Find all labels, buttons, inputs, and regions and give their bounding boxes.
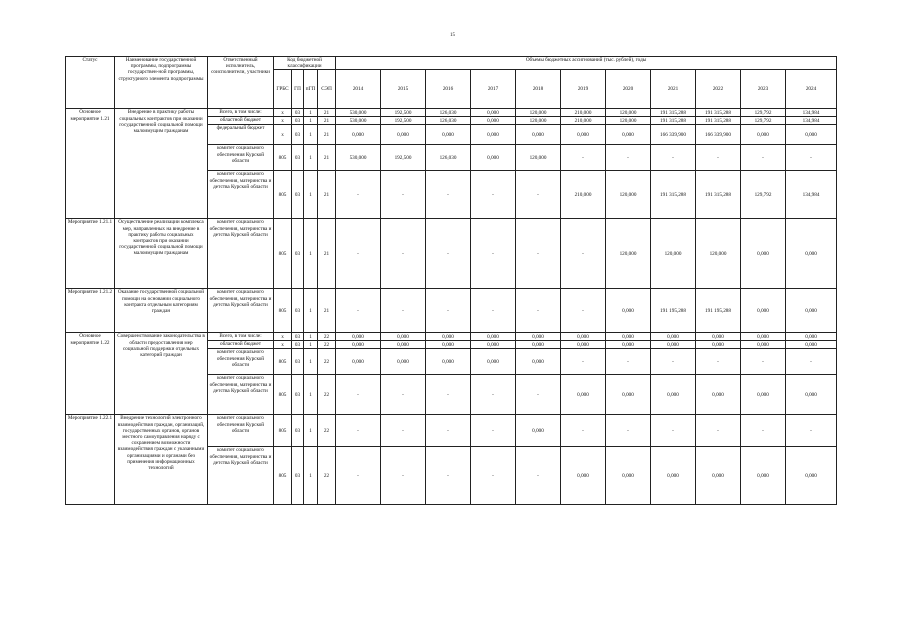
value-cell: 134,984 [786, 117, 837, 125]
value-cell: 191 315,288 [651, 171, 696, 219]
table-row [66, 333, 837, 341]
value-cell: 0,000 [426, 341, 471, 349]
value-cell: - [516, 375, 561, 415]
value-cell: 0,000 [786, 289, 837, 333]
value-cell: - [381, 219, 426, 289]
code-cell-grbs: 805 [274, 375, 292, 415]
executor-cell: областной бюджет [208, 117, 274, 125]
value-cell: - [561, 415, 606, 447]
value-cell: - [381, 171, 426, 219]
code-cell-gp: 03 [292, 375, 304, 415]
value-cell: 120,000 [606, 117, 651, 125]
value-cell: 192,500 [381, 145, 426, 171]
value-cell: - [471, 171, 516, 219]
value-cell: 0,000 [696, 333, 741, 341]
value-cell: - [561, 349, 606, 375]
value-cell: 0,000 [651, 375, 696, 415]
value-cell: - [696, 349, 741, 375]
value-cell: - [471, 447, 516, 505]
value-cell: - [471, 415, 516, 447]
value-cell: 0,000 [471, 341, 516, 349]
value-cell: 129,792 [741, 109, 786, 117]
value-cell: 0,000 [381, 333, 426, 341]
value-cell: 0,000 [651, 341, 696, 349]
executor-cell: комитет социального обеспечения Курской области [208, 349, 274, 375]
header-code: пГП [304, 70, 318, 109]
value-cell: 530,000 [336, 117, 381, 125]
value-cell: - [606, 349, 651, 375]
value-cell: - [336, 289, 381, 333]
value-cell: 126,030 [426, 109, 471, 117]
code-cell-grbs: х [274, 341, 292, 349]
code-cell-gp: 03 [292, 125, 304, 145]
value-cell: - [516, 289, 561, 333]
executor-cell: федеральный бюджет [208, 125, 274, 145]
code-cell-pgp: 1 [304, 219, 318, 289]
value-cell: 0,000 [741, 289, 786, 333]
value-cell: 0,000 [426, 349, 471, 375]
value-cell: - [651, 415, 696, 447]
status-cell: Мероприятие 1.21.2 [66, 289, 115, 333]
code-cell-sep: 21 [318, 145, 336, 171]
value-cell: - [381, 375, 426, 415]
code-cell-pgp: 1 [304, 125, 318, 145]
value-cell: 0,000 [606, 375, 651, 415]
value-cell: 0,000 [786, 375, 837, 415]
header-year: 2020 [606, 70, 651, 109]
value-cell: 0,000 [471, 109, 516, 117]
code-cell-gp: 03 [292, 171, 304, 219]
value-cell: 0,000 [786, 333, 837, 341]
code-cell-sep: 21 [318, 125, 336, 145]
header-year: 2023 [741, 70, 786, 109]
status-cell: Мероприятие 1.21.1 [66, 219, 115, 289]
value-cell: - [561, 145, 606, 171]
value-cell: 0,000 [606, 341, 651, 349]
value-cell: 0,000 [561, 333, 606, 341]
value-cell: 134,984 [786, 109, 837, 117]
code-cell-gp: 03 [292, 219, 304, 289]
value-cell: 126,030 [426, 145, 471, 171]
value-cell: 0,000 [516, 341, 561, 349]
value-cell: 0,000 [516, 333, 561, 341]
executor-cell: комитет социального обеспечения, материнства и детства Курской области [208, 219, 274, 289]
header-status: Статус [66, 57, 115, 109]
value-cell: 530,000 [336, 109, 381, 117]
value-cell: 120,000 [516, 117, 561, 125]
code-cell-gp: 03 [292, 341, 304, 349]
code-cell-pgp: 1 [304, 289, 318, 333]
code-cell-sep: 22 [318, 333, 336, 341]
value-cell: - [786, 349, 837, 375]
code-cell-sep: 21 [318, 289, 336, 333]
code-cell-pgp: 1 [304, 341, 318, 349]
budget-table [65, 56, 837, 505]
value-cell: - [471, 289, 516, 333]
code-cell-gp: 03 [292, 289, 304, 333]
value-cell: 191 315,288 [651, 109, 696, 117]
executor-cell: комитет социального обеспечения, материнства и детства Курской области [208, 447, 274, 505]
code-cell-pgp: 1 [304, 447, 318, 505]
value-cell: 120,000 [516, 145, 561, 171]
value-cell: 0,000 [336, 341, 381, 349]
code-cell-grbs: 805 [274, 219, 292, 289]
value-cell: 0,000 [516, 125, 561, 145]
value-cell: 0,000 [336, 349, 381, 375]
code-cell-pgp: 1 [304, 171, 318, 219]
executor-cell: комитет социального обеспечения Курской области [208, 145, 274, 171]
value-cell: 0,000 [516, 349, 561, 375]
value-cell: 0,000 [786, 447, 837, 505]
code-cell-grbs: х [274, 117, 292, 125]
status-cell: Основное мероприятие 1.21 [66, 109, 115, 219]
code-cell-pgp: 1 [304, 333, 318, 341]
header-year: 2016 [426, 70, 471, 109]
code-cell-gp: 03 [292, 109, 304, 117]
value-cell: 0,000 [471, 125, 516, 145]
code-cell-gp: 03 [292, 333, 304, 341]
value-cell: 191 315,288 [696, 171, 741, 219]
value-cell: 191 195,288 [651, 289, 696, 333]
value-cell: 192,500 [381, 109, 426, 117]
value-cell: 0,000 [471, 117, 516, 125]
value-cell: - [426, 219, 471, 289]
value-cell: 120,000 [606, 171, 651, 219]
program-name-cell: Совершенствование законодательства в области предоставления мер социальной поддержки отдельных категорий граждан [115, 333, 208, 415]
executor-cell: комитет социального обеспечения, материнства и детства Курской области [208, 375, 274, 415]
value-cell: - [651, 145, 696, 171]
executor-cell: областной бюджет [208, 341, 274, 349]
table-row [66, 109, 837, 117]
value-cell: 210,000 [561, 171, 606, 219]
value-cell: - [786, 145, 837, 171]
executor-cell: комитет социального обеспечения, материнства и детства Курской области [208, 171, 274, 219]
value-cell: 0,000 [696, 375, 741, 415]
header-year: 2019 [561, 70, 606, 109]
code-cell-grbs: 805 [274, 415, 292, 447]
code-cell-gp: 03 [292, 415, 304, 447]
code-cell-pgp: 1 [304, 375, 318, 415]
header-year: 2024 [786, 70, 837, 109]
value-cell: 0,000 [336, 333, 381, 341]
code-cell-grbs: 805 [274, 171, 292, 219]
value-cell: - [336, 171, 381, 219]
value-cell: 0,000 [426, 125, 471, 145]
value-cell: 0,000 [381, 341, 426, 349]
value-cell: 0,000 [561, 375, 606, 415]
value-cell: 0,000 [741, 341, 786, 349]
table-row [66, 415, 837, 447]
value-cell: 0,000 [786, 125, 837, 145]
value-cell: 0,000 [741, 447, 786, 505]
value-cell: 0,000 [651, 333, 696, 341]
value-cell: 0,000 [471, 349, 516, 375]
value-cell: 0,000 [696, 341, 741, 349]
value-cell: 191 195,288 [696, 289, 741, 333]
value-cell: 0,000 [741, 125, 786, 145]
value-cell: 191 315,288 [696, 117, 741, 125]
code-cell-grbs: 805 [274, 289, 292, 333]
value-cell: 191 315,288 [696, 109, 741, 117]
value-cell: 120,000 [516, 109, 561, 117]
value-cell: 166 339,900 [651, 125, 696, 145]
value-cell: 129,792 [741, 117, 786, 125]
header-year: 2015 [381, 70, 426, 109]
value-cell: 0,000 [336, 125, 381, 145]
value-cell: - [336, 415, 381, 447]
value-cell: - [696, 415, 741, 447]
header-year: 2018 [516, 70, 561, 109]
value-cell: 191 315,288 [651, 117, 696, 125]
code-cell-grbs: 805 [274, 447, 292, 505]
program-name-cell: Внедрение в практику работы социальных контрактов при оказании государственной социальной помощи малоимущим гражданам [115, 109, 208, 219]
code-cell-gp: 03 [292, 117, 304, 125]
value-cell: - [786, 415, 837, 447]
value-cell: 0,000 [786, 341, 837, 349]
value-cell: 0,000 [471, 145, 516, 171]
value-cell: - [426, 289, 471, 333]
code-cell-gp: 03 [292, 145, 304, 171]
value-cell: - [741, 415, 786, 447]
value-cell: - [426, 447, 471, 505]
value-cell: 0,000 [786, 219, 837, 289]
executor-cell: Всего, в том числе: [208, 333, 274, 341]
value-cell: - [516, 447, 561, 505]
header-volumes: Объемы бюджетных ассигнований (тыс. рублей), годы [336, 57, 837, 70]
status-cell: Мероприятие 1.22.1 [66, 415, 115, 505]
value-cell: 0,000 [606, 125, 651, 145]
value-cell: 120,000 [696, 219, 741, 289]
value-cell: - [561, 289, 606, 333]
value-cell: - [426, 415, 471, 447]
header-code: ГРБС [274, 70, 292, 109]
code-cell-sep: 22 [318, 415, 336, 447]
value-cell: - [336, 375, 381, 415]
code-cell-pgp: 1 [304, 109, 318, 117]
value-cell: - [471, 219, 516, 289]
code-cell-sep: 22 [318, 375, 336, 415]
value-cell: 0,000 [606, 447, 651, 505]
code-cell-gp: 03 [292, 447, 304, 505]
value-cell: 0,000 [696, 447, 741, 505]
code-cell-sep: 22 [318, 341, 336, 349]
value-cell: 0,000 [561, 125, 606, 145]
value-cell: - [741, 349, 786, 375]
header-executor: Ответственный исполнитель, соисполнители, участники [208, 57, 274, 109]
value-cell: 0,000 [516, 415, 561, 447]
value-cell: 129,792 [741, 171, 786, 219]
value-cell: 0,000 [471, 333, 516, 341]
value-cell: - [336, 219, 381, 289]
header-code: СЭП [318, 70, 336, 109]
value-cell: - [471, 375, 516, 415]
code-cell-sep: 21 [318, 109, 336, 117]
code-cell-sep: 21 [318, 117, 336, 125]
value-cell: - [606, 415, 651, 447]
value-cell: - [381, 415, 426, 447]
header-code: ГП [292, 70, 304, 109]
executor-cell: комитет социального обеспечения, материнства и детства Курской области [208, 289, 274, 333]
code-cell-sep: 21 [318, 171, 336, 219]
value-cell: - [561, 219, 606, 289]
code-cell-sep: 22 [318, 447, 336, 505]
value-cell: 120,000 [606, 109, 651, 117]
header-year: 2017 [471, 70, 516, 109]
program-name-cell: Внедрение технологий электронного взаимодействия граждан, организаций, государственных органов, органов местного самоуправления наряду с сохранением возможности взаимодействия граждан с указанными организациями и органами без применения информационных технологий [115, 415, 208, 505]
code-cell-grbs: х [274, 125, 292, 145]
value-cell: 0,000 [381, 125, 426, 145]
code-cell-sep: 22 [318, 349, 336, 375]
value-cell: 0,000 [606, 333, 651, 341]
value-cell: 0,000 [426, 333, 471, 341]
value-cell: 0,000 [651, 447, 696, 505]
status-cell: Основное мероприятие 1.22 [66, 333, 115, 415]
value-cell: - [741, 145, 786, 171]
header-year: 2014 [336, 70, 381, 109]
value-cell: - [426, 171, 471, 219]
code-cell-pgp: 1 [304, 349, 318, 375]
value-cell: 530,000 [336, 145, 381, 171]
value-cell: 134,984 [786, 171, 837, 219]
value-cell: 0,000 [561, 447, 606, 505]
value-cell: 0,000 [741, 333, 786, 341]
code-cell-pgp: 1 [304, 117, 318, 125]
value-cell: - [606, 145, 651, 171]
value-cell: 192,500 [381, 117, 426, 125]
value-cell: 126,030 [426, 117, 471, 125]
executor-cell: Всего, в том числе: [208, 109, 274, 117]
header-program-name: Наименование государственной программы, подпрограммы государствен-ной программы, структурного элемента подпрограммы [115, 57, 208, 109]
value-cell: 0,000 [741, 375, 786, 415]
value-cell: 210,000 [561, 117, 606, 125]
value-cell: - [516, 171, 561, 219]
value-cell: 0,000 [561, 341, 606, 349]
header-year: 2022 [696, 70, 741, 109]
code-cell-grbs: х [274, 333, 292, 341]
program-name-cell: Осуществление реализации комплекса мер, направленных на внедрение в практику работы социальных контрактов при оказании государственной социальной помощи малоимущим гражданам [115, 219, 208, 289]
value-cell: - [381, 289, 426, 333]
code-cell-grbs: 805 [274, 349, 292, 375]
header-budget-code: Код бюджетной классификации [274, 57, 336, 70]
value-cell: 120,000 [651, 219, 696, 289]
value-cell: - [381, 447, 426, 505]
code-cell-pgp: 1 [304, 145, 318, 171]
value-cell: 0,000 [741, 219, 786, 289]
value-cell: 120,000 [606, 219, 651, 289]
code-cell-grbs: 805 [274, 145, 292, 171]
value-cell: 166 339,900 [696, 125, 741, 145]
code-cell-grbs: х [274, 109, 292, 117]
code-cell-gp: 03 [292, 349, 304, 375]
executor-cell: комитет социального обеспечения Курской области [208, 415, 274, 447]
page-number: 15 [450, 33, 455, 38]
value-cell: - [696, 145, 741, 171]
table-row [66, 289, 837, 333]
program-name-cell: Оказание государственной социальной помощи на основании социального контракта отдельным категориям граждан [115, 289, 208, 333]
table-row [66, 219, 837, 289]
code-cell-sep: 21 [318, 219, 336, 289]
value-cell: - [516, 219, 561, 289]
value-cell: 0,000 [381, 349, 426, 375]
value-cell: - [651, 349, 696, 375]
value-cell: - [336, 447, 381, 505]
value-cell: 0,000 [606, 289, 651, 333]
header-year: 2021 [651, 70, 696, 109]
code-cell-pgp: 1 [304, 415, 318, 447]
value-cell: 210,000 [561, 109, 606, 117]
value-cell: - [426, 375, 471, 415]
